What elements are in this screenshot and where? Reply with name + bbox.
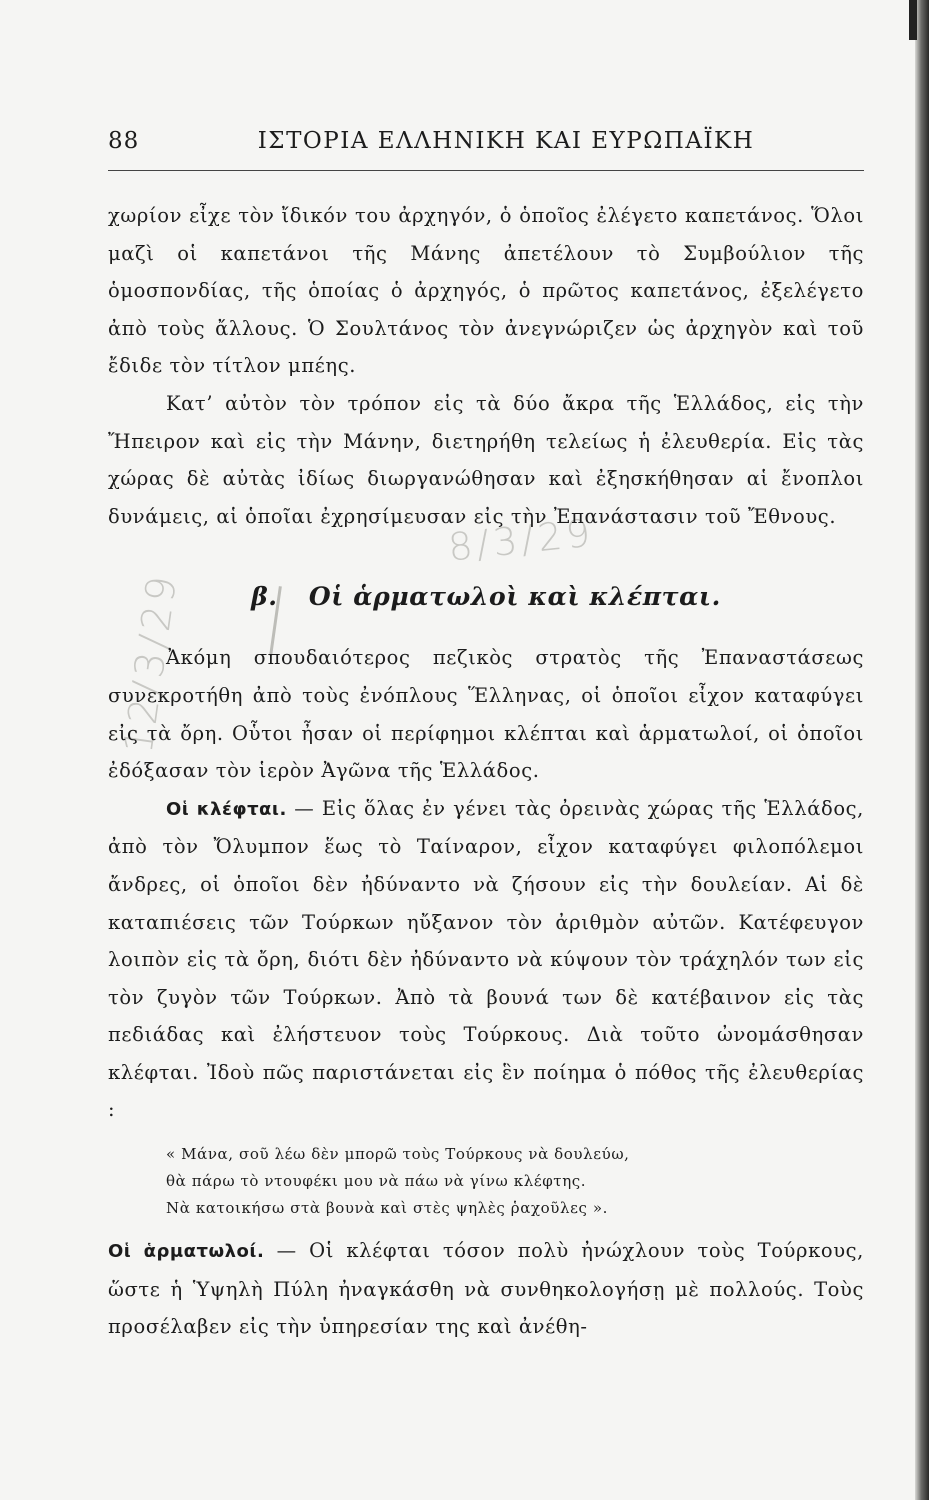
poem-line: Νὰ κατοικήσω στὰ βουνὰ καὶ στὲς ψηλὲς ῥαχοῦλες ». xyxy=(166,1199,608,1218)
section-number: β. xyxy=(251,582,278,612)
paragraph-freedom: Κατ’ αὐτὸν τὸν τρόπον εἰς τὰ δύο ἄκρα τῆς Ἑλλάδος, εἰς τὴν Ἤπειρον καὶ εἰς τὴν Μάνην, διετηρήθη τελείως ἡ ἐλευθερία. Εἰς τὰς χώρας δὲ αὐτὰς ἰδίως διωργανώθησαν καὶ ἐξησκήθησαν αἱ ἔνοπλοι δυνάμεις, αἱ ὁποῖαι ἐχρησίμευσαν εἰς τὴν Ἐπανάστασιν τοῦ Ἔθνους. xyxy=(108,391,864,528)
klefts-text: — Εἰς ὅλας ἐν γένει τὰς ὀρεινὰς χώρας τῆς Ἑλλάδος, ἀπὸ τὸν Ὄλυμπον ἕως τὸ Ταίναρον, εἶχον καταφύγει φιλοπόλεμοι ἄνδρες, οἱ ὁποῖοι δὲν ἠδύναντο νὰ ζήσουν εἰς τὴν δουλείαν. Αἱ δὲ καταπιέσεις τῶν Τούρκων ηὔξανον τὸν ἀριθμὸν αὐτῶν. Κατέφευγον λοιπὸν εἰς τὰ ὄρη, διότι δὲν ἠδύναντο νὰ κύψουν τὸν τράχηλόν των εἰς τὸν ζυγὸν τῶν Τούρκων. Ἀπὸ τὰ βουνά των δὲ κατέβαινον εἰς τὰς πεδιάδας καὶ ἐλήστευον τοὺς Τούρκους. Διὰ τοῦτο ὠνομάσθησαν κλέφται. Ἰδοὺ πῶς παριστάνεται εἰς ἓν ποίημα ὁ πόθος τῆς ἐλευθερίας : xyxy=(108,796,864,1122)
running-head xyxy=(108,128,864,171)
armatoloi-text: — Οἱ κλέφται τόσον πολὺ ἠνώχλουν τοὺς Τούρκους, ὥστε ἡ Ὑψηλὴ Πύλη ἠναγκάσθη νὰ συνθηκολογήσῃ μὲ πολλούς. Τοὺς προσέλαβεν εἰς τὴν ὑπηρεσίαν της καὶ ἀνέθη- xyxy=(108,1239,864,1339)
poem xyxy=(166,1141,864,1222)
page-edge xyxy=(915,0,929,1500)
paragraph-armatoloi xyxy=(108,1232,864,1346)
paragraph-klefts xyxy=(108,790,864,1129)
body-text xyxy=(108,197,864,1346)
paragraph-mani: χωρίον εἶχε τὸν ἴδικόν του ἀρχηγόν, ὁ ὁποῖος ἐλέγετο καπετάνος. Ὅλοι μαζὶ οἱ καπετάνοι τῆς Μάνης ἀπετέλουν τὸ Συμβούλιον τῆς ὁμοσπονδίας, τῆς ὁποίας ὁ ἀρχηγός, ὁ πρῶτος καπετάνος, ἐξελέγετο ἀπὸ τοὺς ἄλλους. Ὁ Σουλτάνος τὸν ἀνεγνώριζεν ὡς ἀρχηγὸν καὶ τοῦ ἔδιδε τὸν τίτλον μπέης. xyxy=(108,204,864,378)
pencil-note-date-margin: 12/3/29 xyxy=(115,569,187,757)
paragraph-intro: Ἀκόμη σπουδαιότερος πεζικὸς στρατὸς τῆς Ἐπαναστάσεως συνεκροτήθη ἀπὸ τοὺς ἐνόπλους Ἕλληνας, οἱ ὁποῖοι εἶχον καταφύγει εἰς τὰ ὄρη. Οὗτοι ἦσαν οἱ περίφημοι κλέπται καὶ ἁρματωλοί, οἱ ὁποῖοι ἐδόξασαν τὸν ἱερὸν Ἀγῶνα τῆς Ἑλλάδος. xyxy=(108,646,864,783)
armatoloi-heading: Οἱ ἁρματωλοί. xyxy=(108,1241,265,1263)
book-page xyxy=(108,128,864,1346)
section-title: Οἱ ἁρματωλοὶ καὶ κλέπται. xyxy=(308,582,721,612)
klefts-heading: Οἱ κλέφται. xyxy=(166,798,287,820)
running-title: ΙΣΤΟΡΙΑ ΕΛΛΗΝΙΚΗ ΚΑΙ ΕΥΡΩΠΑΪΚΗ xyxy=(257,128,755,154)
edge-mark xyxy=(909,0,917,40)
section-heading xyxy=(108,577,864,617)
poem-line: θὰ πάρω τὸ ντουφέκι μου νὰ πάω νὰ γίνω κλέφτης. xyxy=(166,1172,587,1191)
pencil-note-date: 8/3/29 xyxy=(446,510,597,570)
poem-line: « Μάνα, σοῦ λέω δὲν μπορῶ τοὺς Τούρκους νὰ δουλεύω, xyxy=(166,1145,630,1164)
page-number: 88 xyxy=(108,128,140,154)
